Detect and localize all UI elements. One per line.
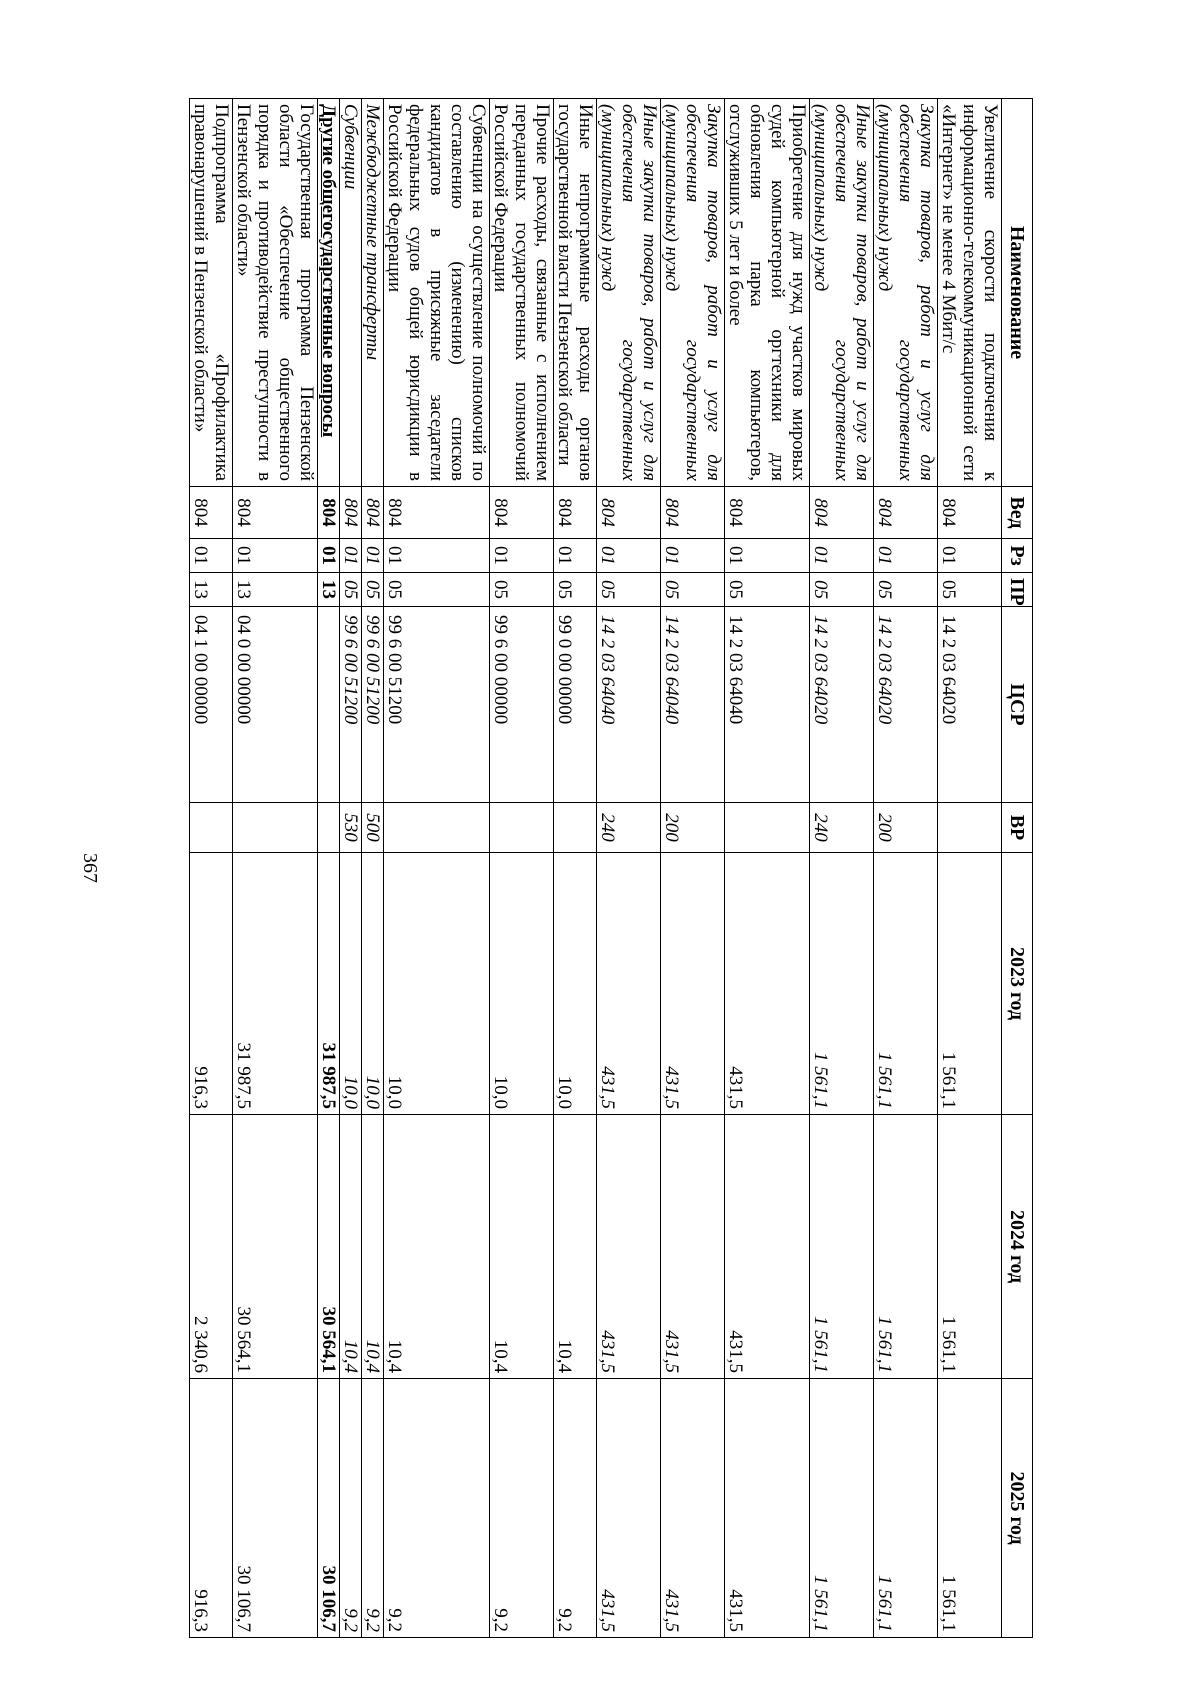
cell-pr: 05 bbox=[384, 573, 490, 607]
cell-pr: 13 bbox=[318, 573, 340, 607]
cell-rz: 01 bbox=[554, 539, 597, 573]
table-row bbox=[597, 99, 661, 1638]
cell-2024: 1 561,1 bbox=[810, 1115, 874, 1379]
cell-rz: 01 bbox=[233, 539, 318, 573]
header-name: Наименование bbox=[1002, 99, 1033, 487]
cell-vr: 240 bbox=[810, 803, 874, 853]
cell-ved: 804 bbox=[938, 487, 1002, 539]
cell-2023: 916,3 bbox=[190, 853, 233, 1115]
cell-name: Приобретение для нужд участков мировых судей компьютерной оргтехники для обновления парка компьютеров, отслуживших 5 лет и более bbox=[725, 99, 810, 487]
cell-pr: 05 bbox=[490, 573, 554, 607]
cell-vr bbox=[554, 803, 597, 853]
cell-csr: 14 2 03 64020 bbox=[874, 607, 938, 803]
cell-2025: 431,5 bbox=[597, 1379, 661, 1638]
cell-ved: 804 bbox=[490, 487, 554, 539]
cell-2023: 431,5 bbox=[725, 853, 810, 1115]
cell-pr: 05 bbox=[725, 573, 810, 607]
cell-rz: 01 bbox=[384, 539, 490, 573]
header-ved: Вед bbox=[1002, 487, 1033, 539]
cell-2024: 1 561,1 bbox=[874, 1115, 938, 1379]
cell-pr: 05 bbox=[938, 573, 1002, 607]
cell-2023: 31 987,5 bbox=[318, 853, 340, 1115]
cell-csr: 04 0 00 00000 bbox=[233, 607, 318, 803]
cell-csr: 99 0 00 00000 bbox=[554, 607, 597, 803]
cell-2024: 2 340,6 bbox=[190, 1115, 233, 1379]
cell-vr: 530 bbox=[340, 803, 362, 853]
header-2024: 2024 год bbox=[1002, 1115, 1033, 1379]
header-2025: 2025 год bbox=[1002, 1379, 1033, 1638]
cell-vr bbox=[318, 803, 340, 853]
cell-ved: 804 bbox=[190, 487, 233, 539]
cell-rz: 01 bbox=[318, 539, 340, 573]
cell-rz: 01 bbox=[874, 539, 938, 573]
header-pr: ПР bbox=[1002, 573, 1033, 607]
table-row bbox=[190, 99, 233, 1638]
cell-2024: 431,5 bbox=[597, 1115, 661, 1379]
cell-csr: 14 2 03 64020 bbox=[938, 607, 1002, 803]
cell-2023: 431,5 bbox=[661, 853, 725, 1115]
cell-csr: 99 6 00 51200 bbox=[362, 607, 384, 803]
cell-ved: 804 bbox=[810, 487, 874, 539]
cell-ved: 804 bbox=[384, 487, 490, 539]
cell-csr: 14 2 03 64040 bbox=[661, 607, 725, 803]
cell-ved: 804 bbox=[362, 487, 384, 539]
cell-2025: 30 106,7 bbox=[318, 1379, 340, 1638]
cell-vr: 500 bbox=[362, 803, 384, 853]
cell-pr: 05 bbox=[340, 573, 362, 607]
cell-2023: 10,0 bbox=[384, 853, 490, 1115]
cell-name: Другие общегосударственные вопросы bbox=[318, 99, 340, 487]
cell-2025: 30 106,7 bbox=[233, 1379, 318, 1638]
cell-2024: 30 564,1 bbox=[318, 1115, 340, 1379]
cell-vr: 200 bbox=[874, 803, 938, 853]
budget-table bbox=[189, 98, 1033, 1638]
cell-csr: 99 6 00 51200 bbox=[340, 607, 362, 803]
cell-rz: 01 bbox=[490, 539, 554, 573]
cell-rz: 01 bbox=[597, 539, 661, 573]
cell-csr: 99 6 00 00000 bbox=[490, 607, 554, 803]
cell-2025: 916,3 bbox=[190, 1379, 233, 1638]
cell-2024: 10,4 bbox=[384, 1115, 490, 1379]
cell-name: Государственная программа Пензенской области «Обеспечение общественного порядка и противодействие преступности в Пензенской области» bbox=[233, 99, 318, 487]
cell-csr: 04 1 00 00000 bbox=[190, 607, 233, 803]
cell-name: Субвенции bbox=[340, 99, 362, 487]
cell-2024: 10,4 bbox=[554, 1115, 597, 1379]
cell-2024: 10,4 bbox=[362, 1115, 384, 1379]
cell-ved: 804 bbox=[233, 487, 318, 539]
cell-2023: 431,5 bbox=[597, 853, 661, 1115]
cell-ved: 804 bbox=[318, 487, 340, 539]
cell-2023: 1 561,1 bbox=[810, 853, 874, 1115]
table-row bbox=[661, 99, 725, 1638]
table-row bbox=[490, 99, 554, 1638]
cell-2024: 10,4 bbox=[490, 1115, 554, 1379]
page-number: 367 bbox=[79, 853, 101, 883]
cell-2025: 431,5 bbox=[661, 1379, 725, 1638]
cell-2024: 10,4 bbox=[340, 1115, 362, 1379]
cell-name: Закупка товаров, работ и услуг для обеспечения государственных (муниципальных) нужд bbox=[661, 99, 725, 487]
cell-2025: 431,5 bbox=[725, 1379, 810, 1638]
cell-vr: 240 bbox=[597, 803, 661, 853]
cell-pr: 05 bbox=[810, 573, 874, 607]
cell-rz: 01 bbox=[725, 539, 810, 573]
cell-csr bbox=[318, 607, 340, 803]
cell-2024: 1 561,1 bbox=[938, 1115, 1002, 1379]
cell-name: Субвенции на осуществление полномочий по составлению (изменению) списков кандидатов в присяжные заседатели федеральных судов общей юрисдикции в Российской Федерации bbox=[384, 99, 490, 487]
cell-2023: 10,0 bbox=[340, 853, 362, 1115]
cell-2023: 10,0 bbox=[362, 853, 384, 1115]
cell-csr: 14 2 03 64020 bbox=[810, 607, 874, 803]
cell-2025: 9,2 bbox=[384, 1379, 490, 1638]
table-row bbox=[384, 99, 490, 1638]
cell-2024: 431,5 bbox=[661, 1115, 725, 1379]
table-row bbox=[554, 99, 597, 1638]
cell-rz: 01 bbox=[810, 539, 874, 573]
cell-name: Иные закупки товаров, работ и услуг для обеспечения государственных (муниципальных) нужд bbox=[810, 99, 874, 487]
cell-ved: 804 bbox=[874, 487, 938, 539]
cell-2023: 1 561,1 bbox=[938, 853, 1002, 1115]
table-row bbox=[362, 99, 384, 1638]
cell-2023: 1 561,1 bbox=[874, 853, 938, 1115]
cell-pr: 13 bbox=[190, 573, 233, 607]
table-row bbox=[810, 99, 874, 1638]
cell-2023: 31 987,5 bbox=[233, 853, 318, 1115]
cell-name: Подпрограмма «Профилактика правонарушений в Пензенской области» bbox=[190, 99, 233, 487]
header-rz: Рз bbox=[1002, 539, 1033, 573]
cell-ved: 804 bbox=[340, 487, 362, 539]
table-row bbox=[874, 99, 938, 1638]
cell-vr bbox=[490, 803, 554, 853]
cell-rz: 01 bbox=[938, 539, 1002, 573]
cell-csr: 14 2 03 64040 bbox=[597, 607, 661, 803]
cell-2025: 9,2 bbox=[340, 1379, 362, 1638]
rotated-page-content bbox=[137, 98, 1033, 1637]
cell-ved: 804 bbox=[554, 487, 597, 539]
table-row bbox=[233, 99, 318, 1638]
cell-name: Увеличение скорости подключения к информационно-телекоммуникационной сети «Интернет» не менее 4 Мбит/с bbox=[938, 99, 1002, 487]
cell-name: Иные закупки товаров, работ и услуг для обеспечения государственных (муниципальных) нужд bbox=[597, 99, 661, 487]
cell-2024: 30 564,1 bbox=[233, 1115, 318, 1379]
cell-pr: 05 bbox=[554, 573, 597, 607]
cell-2025: 9,2 bbox=[554, 1379, 597, 1638]
cell-vr bbox=[233, 803, 318, 853]
cell-vr: 200 bbox=[661, 803, 725, 853]
cell-2023: 10,0 bbox=[490, 853, 554, 1115]
cell-2024: 431,5 bbox=[725, 1115, 810, 1379]
cell-2025: 1 561,1 bbox=[938, 1379, 1002, 1638]
cell-pr: 05 bbox=[597, 573, 661, 607]
header-csr: ЦСР bbox=[1002, 607, 1033, 803]
table-row bbox=[340, 99, 362, 1638]
cell-name: Межбюджетные трансферты bbox=[362, 99, 384, 487]
cell-pr: 05 bbox=[362, 573, 384, 607]
cell-name: Закупка товаров, работ и услуг для обеспечения государственных (муниципальных) нужд bbox=[874, 99, 938, 487]
cell-csr: 99 6 00 51200 bbox=[384, 607, 490, 803]
cell-csr: 14 2 03 64040 bbox=[725, 607, 810, 803]
cell-pr: 13 bbox=[233, 573, 318, 607]
cell-rz: 01 bbox=[340, 539, 362, 573]
cell-vr bbox=[725, 803, 810, 853]
cell-rz: 01 bbox=[190, 539, 233, 573]
table-row bbox=[938, 99, 1002, 1638]
cell-vr bbox=[938, 803, 1002, 853]
cell-pr: 05 bbox=[874, 573, 938, 607]
header-2023: 2023 год bbox=[1002, 853, 1033, 1115]
cell-rz: 01 bbox=[661, 539, 725, 573]
cell-ved: 804 bbox=[597, 487, 661, 539]
cell-2023: 10,0 bbox=[554, 853, 597, 1115]
cell-2025: 1 561,1 bbox=[810, 1379, 874, 1638]
table-row bbox=[725, 99, 810, 1638]
cell-2025: 9,2 bbox=[490, 1379, 554, 1638]
cell-name: Иные непрограммные расходы органов государственной власти Пензенской области bbox=[554, 99, 597, 487]
header-vr: ВР bbox=[1002, 803, 1033, 853]
cell-rz: 01 bbox=[362, 539, 384, 573]
cell-ved: 804 bbox=[661, 487, 725, 539]
cell-pr: 05 bbox=[661, 573, 725, 607]
cell-name: Прочие расходы, связанные с исполнением переданных государственных полномочий Российской Федерации bbox=[490, 99, 554, 487]
cell-2025: 9,2 bbox=[362, 1379, 384, 1638]
table-body bbox=[190, 99, 1002, 1638]
cell-2025: 1 561,1 bbox=[874, 1379, 938, 1638]
header-row bbox=[1002, 99, 1033, 1638]
cell-ved: 804 bbox=[725, 487, 810, 539]
cell-vr bbox=[190, 803, 233, 853]
cell-vr bbox=[384, 803, 490, 853]
table-row bbox=[318, 99, 340, 1638]
